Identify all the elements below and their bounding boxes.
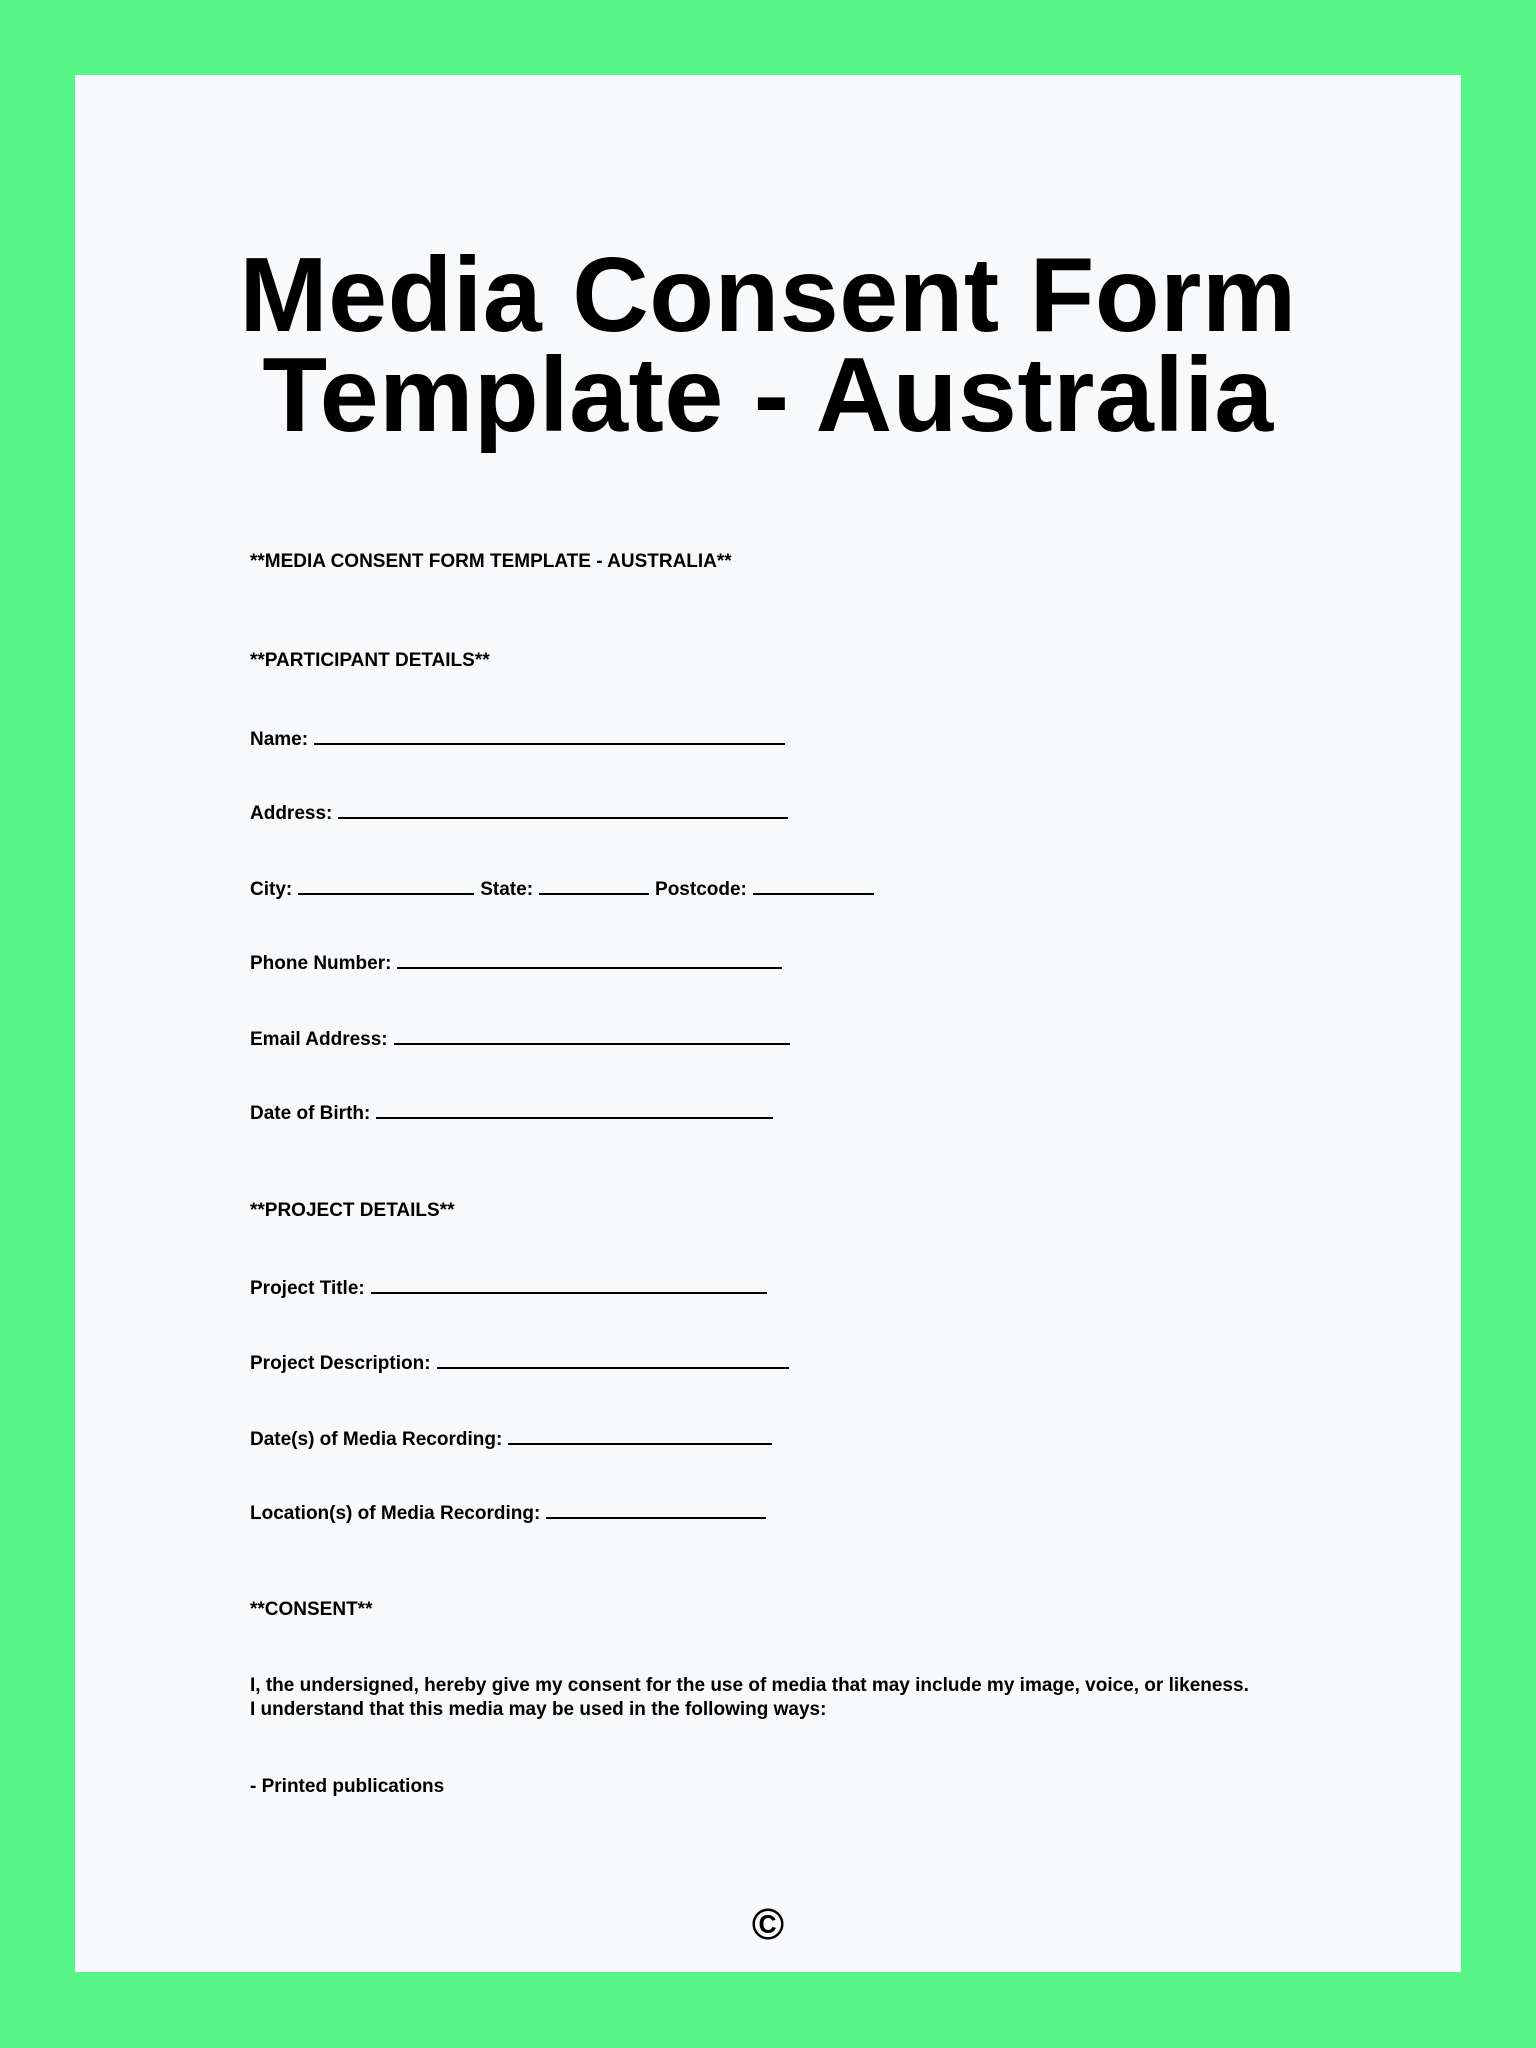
project-description-row xyxy=(250,1349,795,1376)
city-state-postcode-row xyxy=(250,875,880,902)
phone-label: Phone Number: xyxy=(250,953,392,974)
consent-paragraph: I, the undersigned, hereby give my consent for the use of media that may include my image, voice, or likeness. I understand that this media may be used in the following ways: xyxy=(250,1675,1249,1720)
project-title-field[interactable] xyxy=(371,1274,767,1294)
city-field[interactable] xyxy=(298,875,474,895)
name-field-row xyxy=(250,725,791,752)
address-label: Address: xyxy=(250,803,333,824)
name-field[interactable] xyxy=(314,725,785,745)
phone-field-row xyxy=(250,949,788,976)
state-label: State: xyxy=(480,879,534,900)
recording-dates-row xyxy=(250,1425,778,1452)
copyright-icon: © xyxy=(751,1900,785,1949)
recording-dates-field[interactable] xyxy=(508,1425,772,1445)
email-field-row xyxy=(250,1025,796,1052)
project-description-field[interactable] xyxy=(437,1349,789,1369)
project-title-label: Project Title: xyxy=(250,1278,365,1299)
recording-locations-field[interactable] xyxy=(546,1499,766,1519)
address-field[interactable] xyxy=(338,799,788,819)
phone-field[interactable] xyxy=(397,949,782,969)
city-label: City: xyxy=(250,879,293,900)
project-title-row xyxy=(250,1274,773,1301)
recording-locations-row xyxy=(250,1499,772,1526)
postcode-label: Postcode: xyxy=(655,879,747,900)
address-field-row xyxy=(250,799,794,826)
consent-heading: **CONSENT** xyxy=(250,1599,373,1620)
email-field[interactable] xyxy=(394,1025,790,1045)
project-description-label: Project Description: xyxy=(250,1353,431,1374)
email-label: Email Address: xyxy=(250,1029,388,1050)
form-heading: **MEDIA CONSENT FORM TEMPLATE - AUSTRALIA** xyxy=(250,551,732,572)
participant-details-heading: **PARTICIPANT DETAILS** xyxy=(250,650,490,671)
postcode-field[interactable] xyxy=(753,875,874,895)
dob-field-row xyxy=(250,1099,779,1126)
recording-dates-label: Date(s) of Media Recording: xyxy=(250,1429,503,1450)
dob-field[interactable] xyxy=(376,1099,773,1119)
document-title xyxy=(0,236,1536,454)
use-item-printed-publications: - Printed publications xyxy=(250,1776,445,1797)
title-line-1: Media Consent Form xyxy=(239,236,1297,354)
state-field[interactable] xyxy=(539,875,649,895)
title-line-2: Template - Australia xyxy=(262,336,1274,454)
dob-label: Date of Birth: xyxy=(250,1103,371,1124)
recording-locations-label: Location(s) of Media Recording: xyxy=(250,1503,541,1524)
project-details-heading: **PROJECT DETAILS** xyxy=(250,1200,455,1221)
name-label: Name: xyxy=(250,729,309,750)
